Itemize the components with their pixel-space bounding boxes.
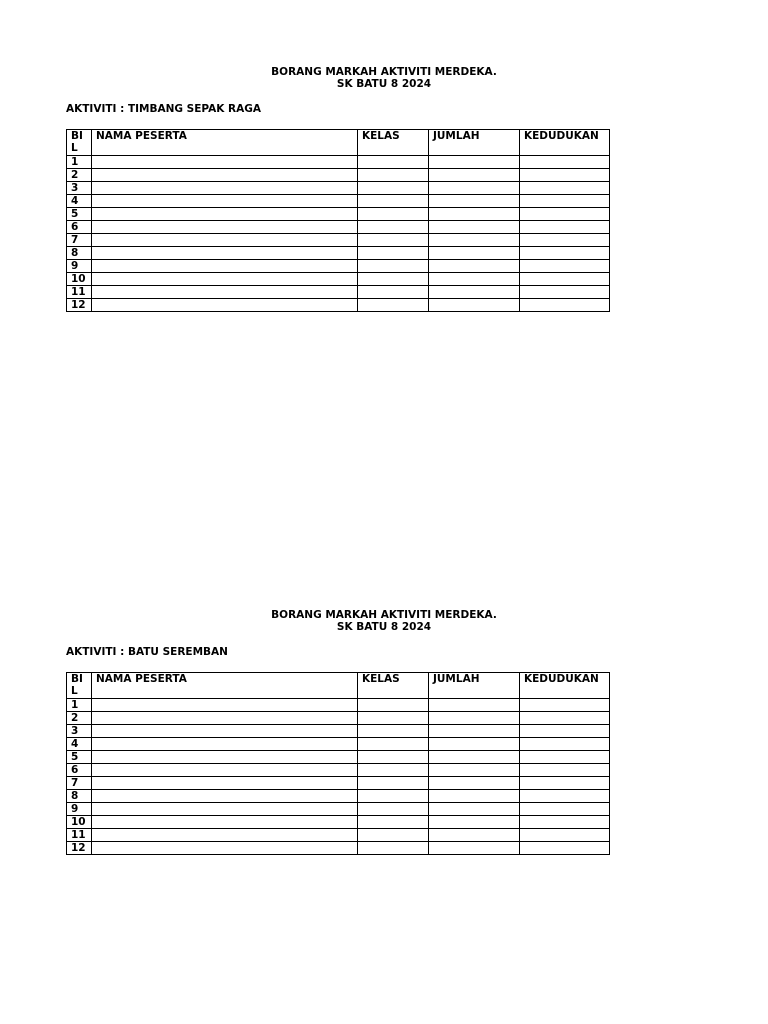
- cell-kedudukan[interactable]: [520, 764, 610, 777]
- cell-kelas[interactable]: [358, 777, 429, 790]
- cell-jumlah[interactable]: [429, 790, 520, 803]
- cell-bil: 11: [67, 286, 92, 299]
- cell-kelas[interactable]: [358, 842, 429, 855]
- cell-jumlah[interactable]: [429, 725, 520, 738]
- table-row: [67, 260, 610, 273]
- cell-kedudukan[interactable]: [520, 738, 610, 751]
- header-bil-line1: BI: [71, 673, 83, 685]
- cell-bil: 12: [67, 299, 92, 312]
- score-form-1: [0, 66, 768, 311]
- cell-kedudukan[interactable]: [520, 286, 610, 299]
- cell-nama-peserta[interactable]: [92, 182, 358, 195]
- table-body: [67, 699, 610, 855]
- cell-kelas[interactable]: [358, 247, 429, 260]
- cell-nama-peserta[interactable]: [92, 273, 358, 286]
- cell-nama-peserta[interactable]: [92, 738, 358, 751]
- table-row: [67, 790, 610, 803]
- cell-kedudukan[interactable]: [520, 156, 610, 169]
- cell-kelas[interactable]: [358, 764, 429, 777]
- cell-nama-peserta[interactable]: [92, 260, 358, 273]
- form-title-line1: BORANG MARKAH AKTIVITI MERDEKA.: [271, 66, 497, 78]
- cell-kedudukan[interactable]: [520, 169, 610, 182]
- cell-bil: 4: [67, 195, 92, 208]
- cell-bil: 4: [67, 738, 92, 751]
- cell-jumlah[interactable]: [429, 777, 520, 790]
- cell-kelas[interactable]: [358, 790, 429, 803]
- cell-jumlah[interactable]: [429, 208, 520, 221]
- cell-jumlah[interactable]: [429, 156, 520, 169]
- cell-nama-peserta[interactable]: [92, 816, 358, 829]
- cell-kelas[interactable]: [358, 195, 429, 208]
- cell-nama-peserta[interactable]: [92, 247, 358, 260]
- cell-jumlah[interactable]: [429, 260, 520, 273]
- cell-kedudukan[interactable]: [520, 803, 610, 816]
- cell-bil: 6: [67, 764, 92, 777]
- cell-kedudukan[interactable]: [520, 816, 610, 829]
- cell-nama-peserta[interactable]: [92, 777, 358, 790]
- cell-jumlah[interactable]: [429, 273, 520, 286]
- header-nama-peserta: NAMA PESERTA: [92, 130, 358, 156]
- cell-jumlah[interactable]: [429, 286, 520, 299]
- cell-bil: 7: [67, 777, 92, 790]
- cell-jumlah[interactable]: [429, 751, 520, 764]
- header-kelas: KELAS: [358, 130, 429, 156]
- header-bil: [67, 130, 92, 156]
- cell-bil: 5: [67, 751, 92, 764]
- cell-bil: 11: [67, 829, 92, 842]
- cell-kelas[interactable]: [358, 169, 429, 182]
- cell-jumlah[interactable]: [429, 195, 520, 208]
- table-row: [67, 738, 610, 751]
- table-row: [67, 751, 610, 764]
- table-header-row: [67, 673, 610, 699]
- cell-jumlah[interactable]: [429, 299, 520, 312]
- table-row: [67, 208, 610, 221]
- header-nama-peserta: NAMA PESERTA: [92, 673, 358, 699]
- cell-jumlah[interactable]: [429, 247, 520, 260]
- cell-jumlah[interactable]: [429, 699, 520, 712]
- cell-bil: 10: [67, 273, 92, 286]
- cell-kelas[interactable]: [358, 712, 429, 725]
- cell-kedudukan[interactable]: [520, 829, 610, 842]
- cell-kelas[interactable]: [358, 738, 429, 751]
- cell-kelas[interactable]: [358, 234, 429, 247]
- cell-kedudukan[interactable]: [520, 842, 610, 855]
- cell-bil: 2: [67, 169, 92, 182]
- cell-kedudukan[interactable]: [520, 260, 610, 273]
- cell-nama-peserta[interactable]: [92, 712, 358, 725]
- table-row: [67, 764, 610, 777]
- table-row: [67, 803, 610, 816]
- table-row: [67, 221, 610, 234]
- cell-kedudukan[interactable]: [520, 182, 610, 195]
- cell-bil: 7: [67, 234, 92, 247]
- cell-nama-peserta[interactable]: [92, 221, 358, 234]
- cell-jumlah[interactable]: [429, 829, 520, 842]
- header-kedudukan: KEDUDUKAN: [520, 673, 610, 699]
- cell-kelas[interactable]: [358, 299, 429, 312]
- table-row: [67, 842, 610, 855]
- cell-nama-peserta[interactable]: [92, 725, 358, 738]
- table-row: [67, 169, 610, 182]
- cell-bil: 6: [67, 221, 92, 234]
- cell-kelas[interactable]: [358, 725, 429, 738]
- table-row: [67, 286, 610, 299]
- cell-jumlah[interactable]: [429, 169, 520, 182]
- cell-kedudukan[interactable]: [520, 777, 610, 790]
- cell-nama-peserta[interactable]: [92, 764, 358, 777]
- cell-jumlah[interactable]: [429, 182, 520, 195]
- header-bil-line2: L: [71, 142, 78, 154]
- table-row: [67, 195, 610, 208]
- cell-jumlah[interactable]: [429, 712, 520, 725]
- cell-kelas[interactable]: [358, 273, 429, 286]
- form-title-line2: SK BATU 8 2024: [336, 621, 432, 633]
- cell-nama-peserta[interactable]: [92, 208, 358, 221]
- cell-kedudukan[interactable]: [520, 195, 610, 208]
- header-bil-line2: L: [71, 685, 78, 697]
- cell-nama-peserta[interactable]: [92, 829, 358, 842]
- cell-nama-peserta[interactable]: [92, 299, 358, 312]
- table-row: [67, 247, 610, 260]
- cell-bil: 12: [67, 842, 92, 855]
- cell-nama-peserta[interactable]: [92, 234, 358, 247]
- cell-kelas[interactable]: [358, 803, 429, 816]
- cell-bil: 1: [67, 156, 92, 169]
- cell-kedudukan[interactable]: [520, 273, 610, 286]
- table-row: [67, 712, 610, 725]
- cell-nama-peserta[interactable]: [92, 790, 358, 803]
- table-row: [67, 234, 610, 247]
- cell-kelas[interactable]: [358, 182, 429, 195]
- cell-nama-peserta[interactable]: [92, 195, 358, 208]
- table-row: [67, 829, 610, 842]
- table-row: [67, 299, 610, 312]
- cell-kelas[interactable]: [358, 260, 429, 273]
- cell-kelas[interactable]: [358, 221, 429, 234]
- cell-jumlah[interactable]: [429, 234, 520, 247]
- score-form-2: [0, 609, 768, 854]
- header-bil: [67, 673, 92, 699]
- cell-kedudukan[interactable]: [520, 751, 610, 764]
- cell-jumlah[interactable]: [429, 738, 520, 751]
- header-jumlah: JUMLAH: [429, 130, 520, 156]
- cell-bil: 1: [67, 699, 92, 712]
- cell-bil: 9: [67, 803, 92, 816]
- cell-kelas[interactable]: [358, 751, 429, 764]
- score-table: [66, 672, 610, 855]
- cell-kelas[interactable]: [358, 208, 429, 221]
- score-table: [66, 129, 610, 312]
- header-kedudukan: KEDUDUKAN: [520, 130, 610, 156]
- cell-kelas[interactable]: [358, 286, 429, 299]
- cell-jumlah[interactable]: [429, 764, 520, 777]
- header-bil-line1: BI: [71, 130, 83, 142]
- cell-kedudukan[interactable]: [520, 699, 610, 712]
- cell-jumlah[interactable]: [429, 816, 520, 829]
- cell-kedudukan[interactable]: [520, 712, 610, 725]
- cell-bil: 8: [67, 247, 92, 260]
- form-title-line2: SK BATU 8 2024: [336, 78, 432, 90]
- header-kelas: KELAS: [358, 673, 429, 699]
- cell-nama-peserta[interactable]: [92, 169, 358, 182]
- header-jumlah: JUMLAH: [429, 673, 520, 699]
- cell-kedudukan[interactable]: [520, 790, 610, 803]
- cell-nama-peserta[interactable]: [92, 842, 358, 855]
- table-row: [67, 182, 610, 195]
- cell-kedudukan[interactable]: [520, 725, 610, 738]
- cell-nama-peserta[interactable]: [92, 286, 358, 299]
- table-row: [67, 273, 610, 286]
- cell-nama-peserta[interactable]: [92, 156, 358, 169]
- cell-jumlah[interactable]: [429, 221, 520, 234]
- cell-kedudukan[interactable]: [520, 299, 610, 312]
- activity-label: AKTIVITI : TIMBANG SEPAK RAGA: [66, 103, 261, 115]
- cell-bil: 8: [67, 790, 92, 803]
- table-body: [67, 156, 610, 312]
- form-title-line1: BORANG MARKAH AKTIVITI MERDEKA.: [271, 609, 497, 621]
- cell-nama-peserta[interactable]: [92, 699, 358, 712]
- cell-jumlah[interactable]: [429, 803, 520, 816]
- cell-kedudukan[interactable]: [520, 247, 610, 260]
- table-row: [67, 725, 610, 738]
- table-row: [67, 699, 610, 712]
- cell-jumlah[interactable]: [429, 842, 520, 855]
- cell-bil: 3: [67, 725, 92, 738]
- cell-kedudukan[interactable]: [520, 208, 610, 221]
- cell-bil: 9: [67, 260, 92, 273]
- cell-kelas[interactable]: [358, 156, 429, 169]
- cell-kelas[interactable]: [358, 816, 429, 829]
- cell-nama-peserta[interactable]: [92, 751, 358, 764]
- cell-kedudukan[interactable]: [520, 234, 610, 247]
- table-row: [67, 777, 610, 790]
- cell-bil: 5: [67, 208, 92, 221]
- table-row: [67, 816, 610, 829]
- table-row: [67, 156, 610, 169]
- cell-kelas[interactable]: [358, 829, 429, 842]
- cell-bil: 10: [67, 816, 92, 829]
- cell-nama-peserta[interactable]: [92, 803, 358, 816]
- cell-bil: 3: [67, 182, 92, 195]
- cell-kedudukan[interactable]: [520, 221, 610, 234]
- table-header-row: [67, 130, 610, 156]
- cell-bil: 2: [67, 712, 92, 725]
- activity-label: AKTIVITI : BATU SEREMBAN: [66, 646, 228, 658]
- cell-kelas[interactable]: [358, 699, 429, 712]
